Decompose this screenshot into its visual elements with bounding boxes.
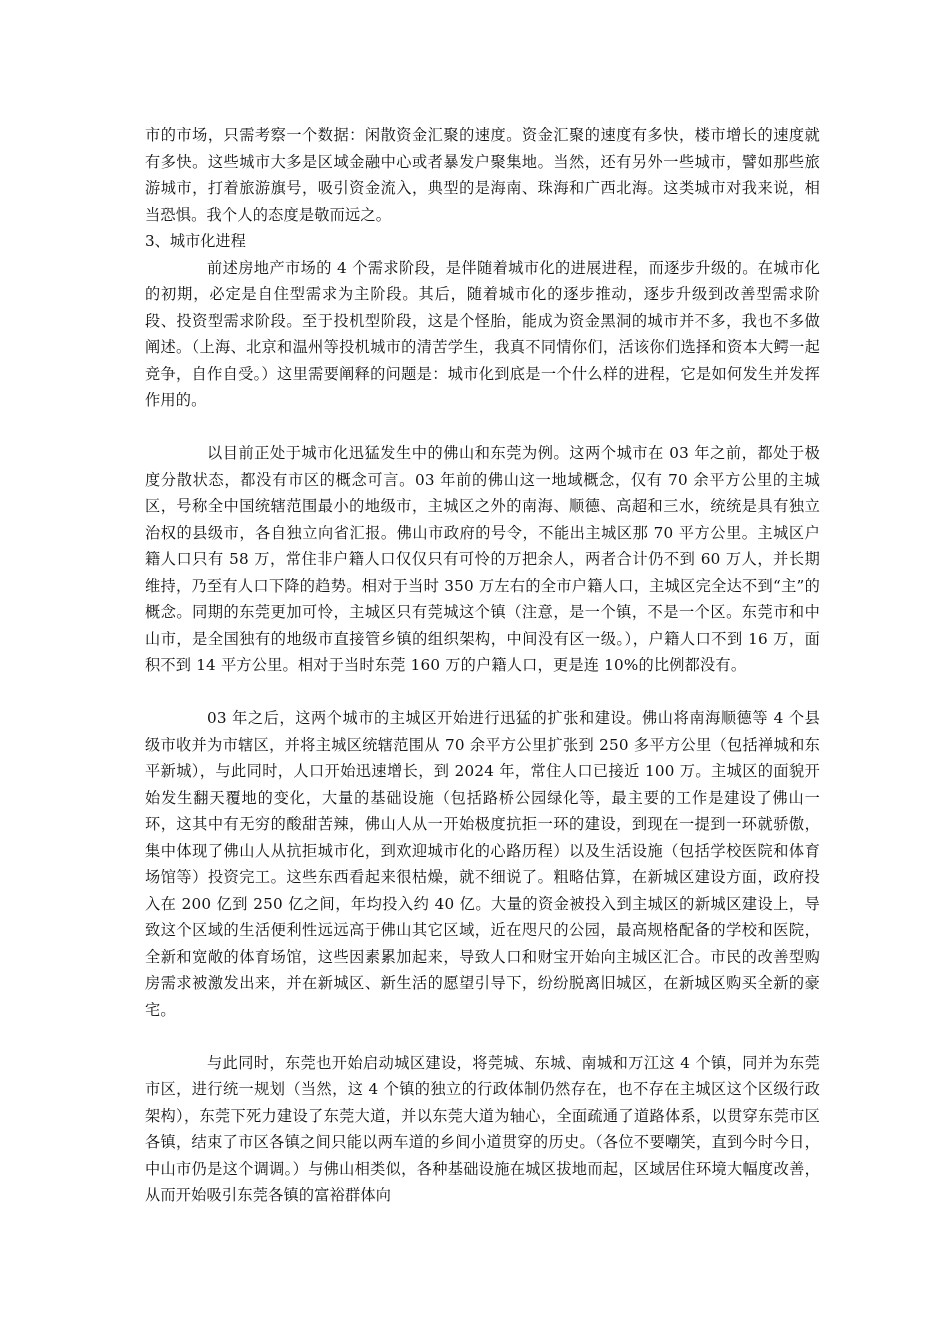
paragraph-spacer (145, 414, 820, 441)
document-page (145, 122, 820, 1209)
paragraph-spacer (145, 679, 820, 706)
section-heading: 3、城市化进程 (145, 232, 246, 250)
paragraph-spacer (145, 1023, 820, 1050)
paragraph-demand-stages: 前述房地产市场的 4 个需求阶段，是伴随着城市化的进展进程，而逐步升级的。在城市化的初期，必定是自住型需求为主阶段。其后，随着城市化的逐步推动，逐步升级到改善型需求阶段、投资型需求阶段。至于投机型阶段，这是个怪胎，能成为资金黑洞的城市并不多，我也不多做阐述。（上海、北京和温州等投机城市的清苦学生，我真不同情你们，活该你们选择和资本大鳄一起竞争，自作自受。）这里需要阐释的问题是：城市化到底是一个什么样的进程，它是如何发生并发挥作用的。 (145, 258, 820, 409)
paragraph-foshan-dongguan-example: 以目前正处于城市化迅猛发生中的佛山和东莞为例。这两个城市在 03 年之前，都处于极度分散状态，都没有市区的概念可言。03 年前的佛山这一地域概念，仅有 70 余平方公里的主城区，号称全中国统辖范围最小的地级市，主城区之外的南海、顺德、高超和三水，统统是具有独立治权的县级市，各自独立向省汇报。佛山市政府的号令，不能出主城区那 70 平方公里。主城区户籍人口只有 58 万，常住非户籍人口仅仅只有可怜的万把余人，两者合计仍不到 60 万人，并长期维持，乃至有人口下降的趋势。相对于当时 350 万左右的全市户籍人口，主城区完全达不到“主”的概念。同期的东莞更加可怜，主城区只有莞城这个镇（注意，是一个镇，不是一个区。东莞市和中山市，是全国独有的地级市直接管乡镇的组织架构，中间没有区一级。），户籍人口不到 16 万，面积不到 14 平方公里。相对于当时东莞 160 万的户籍人口，更是连 10%的比例都没有。 (145, 444, 820, 674)
paragraph-intro: 市的市场，只需考察一个数据：闲散资金汇聚的速度。资金汇聚的速度有多快，楼市增长的速度就有多快。这些城市大多是区域金融中心或者暴发户聚集地。当然，还有另外一些城市，譬如那些旅游城市，打着旅游旗号，吸引资金流入，典型的是海南、珠海和广西北海。这类城市对我来说，相当恐惧。我个人的态度是敬而远之。 (145, 126, 820, 224)
paragraph-after-2003: 03 年之后，这两个城市的主城区开始进行迅猛的扩张和建设。佛山将南海顺德等 4 个县级市收并为市辖区，并将主城区统辖范围从 70 余平方公里扩张到 250 多平方公里（包括禅城和东平新城），与此同时，人口开始迅速增长，到 2024 年，常住人口已接近 100 万。主城区的面貌开始发生翻天覆地的变化，大量的基础设施（包括路桥公园绿化等，最主要的工作是建设了佛山一环，这其中有无穷的酸甜苦辣，佛山人从一开始极度抗拒一环的建设，到现在一提到一环就骄傲，集中体现了佛山人从抗拒城市化，到欢迎城市化的心路历程）以及生活设施（包括学校医院和体育场馆等）投资完工。这些东西看起来很枯燥，就不细说了。粗略估算，在新城区建设方面，政府投入在 200 亿到 250 亿之间，年均投入约 40 亿。大量的资金被投入到主城区的新城区建设上，导致这个区域的生活便利性远远高于佛山其它区域，近在咫尺的公园，最高规格配备的学校和医院，全新和宽敞的体育场馆，这些因素累加起来，导致人口和财宝开始向主城区汇合。市民的改善型购房需求被激发出来，并在新城区、新生活的愿望引导下，纷纷脱离旧城区，在新城区购买全新的豪宅。 (145, 709, 820, 1019)
paragraph-dongguan-construction: 与此同时，东莞也开始启动城区建设，将莞城、东城、南城和万江这 4 个镇，同并为东莞市区，进行统一规划（当然，这 4 个镇的独立的行政体制仍然存在，也不存在主城区这个区级行政架构），东莞下死力建设了东莞大道，并以东莞大道为轴心，全面疏通了道路体系，以贯穿东莞市区各镇，结束了市区各镇之间只能以两车道的乡间小道贯穿的历史。（各位不要嘲笑，直到今时今日，中山市仍是这个调调。）与佛山相类似，各种基础设施在城区拔地而起，区域居住环境大幅度改善，从而开始吸引东莞各镇的富裕群体向 (145, 1053, 820, 1204)
